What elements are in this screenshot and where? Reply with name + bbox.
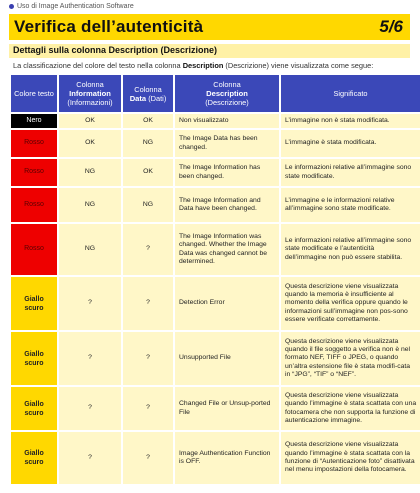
meaning-cell: L’immagine e le informazioni relative all’immagine sono state modificate.	[281, 188, 420, 222]
table-row	[11, 159, 420, 186]
meaning-cell: Le informazioni relative all’immagine sono state modificate e l’autenticità dell’immagine non può essere stabilita.	[281, 224, 420, 275]
page-number: 5/6	[379, 17, 403, 36]
meaning-cell: L’immagine non è stata modificata.	[281, 114, 420, 128]
color-swatch-dark-yellow: Giallo scuro	[11, 387, 57, 430]
description-cell: The Image Information has been changed.	[175, 159, 279, 186]
header-description: Colonna Description (Descrizione)	[175, 75, 279, 112]
info-cell: ?	[59, 277, 121, 330]
info-cell: ?	[59, 432, 121, 484]
intro-bold-term: Description	[182, 61, 224, 70]
description-cell: Detection Error	[175, 277, 279, 330]
color-swatch-red: Rosso	[11, 130, 57, 157]
title-bar	[9, 14, 410, 40]
color-swatch-black: Nero	[11, 114, 57, 128]
table-row	[11, 277, 420, 330]
data-cell: OK	[123, 159, 173, 186]
description-cell: Changed File or Unsup-ported File	[175, 387, 279, 430]
info-cell: OK	[59, 114, 121, 128]
data-cell: NG	[123, 188, 173, 222]
data-cell: ?	[123, 224, 173, 275]
info-cell: OK	[59, 130, 121, 157]
color-swatch-red: Rosso	[11, 159, 57, 186]
table-row	[11, 224, 420, 275]
info-cell: NG	[59, 224, 121, 275]
description-cell: Non visualizzato	[175, 114, 279, 128]
bullet-icon	[9, 4, 14, 9]
meaning-cell: Le informazioni relative all’immagine sono state modificate.	[281, 159, 420, 186]
meaning-cell: Questa descrizione viene visualizzata quando la memoria è insufficiente al momento della verifica oppure quando le informazioni sull’immagine non pos-sono essere verificate correttamente.	[281, 277, 420, 330]
data-cell: ?	[123, 277, 173, 330]
data-cell: ?	[123, 332, 173, 385]
section-heading: Dettagli sulla colonna Description (Descrizione)	[9, 44, 410, 58]
table-header-row	[11, 75, 420, 112]
meaning-cell: Questa descrizione viene visualizzata quando il file soggetto a verifica non è nel formato NEF, TIFF o JPEG, o quando un’altra estensione file è stata modifi-cata in “JPG”, “TIF” o “NEF”.	[281, 332, 420, 385]
table-row	[11, 130, 420, 157]
data-cell: ?	[123, 432, 173, 484]
info-cell: NG	[59, 188, 121, 222]
table-row	[11, 188, 420, 222]
description-table	[9, 73, 420, 486]
meaning-cell: L’immagine è stata modificata.	[281, 130, 420, 157]
header-meaning: Significato	[281, 75, 420, 112]
meaning-cell: Questa descrizione viene visualizzata quando l’immagine è stata scattata con la funzione di “Autenticazione foto” disattivata nel menu impostazioni della fotocamera.	[281, 432, 420, 484]
table-row	[11, 332, 420, 385]
table-row	[11, 114, 420, 128]
color-swatch-dark-yellow: Giallo scuro	[11, 332, 57, 385]
app-label-text: Uso di Image Authentication Software	[17, 3, 134, 10]
header-data: Colonna Data (Dati)	[123, 75, 173, 112]
intro-text: La classificazione del colore del testo nella colonna Description (Descrizione) viene visualizzata come segue:	[13, 61, 374, 70]
data-cell: NG	[123, 130, 173, 157]
app-label	[9, 3, 134, 10]
page-title: Verifica dell’autenticità	[14, 17, 204, 36]
header-information: Colonna Information (Informazioni)	[59, 75, 121, 112]
data-cell: ?	[123, 387, 173, 430]
description-cell: Unsupported File	[175, 332, 279, 385]
data-cell: OK	[123, 114, 173, 128]
description-cell: The Image Data has been changed.	[175, 130, 279, 157]
table-row	[11, 432, 420, 484]
info-cell: NG	[59, 159, 121, 186]
table-row	[11, 387, 420, 430]
color-swatch-dark-yellow: Giallo scuro	[11, 432, 57, 484]
description-cell: The Image Information and Data have been changed.	[175, 188, 279, 222]
description-cell: The Image Information was changed. Whether the Image Data was changed cannot be determined.	[175, 224, 279, 275]
color-swatch-red: Rosso	[11, 188, 57, 222]
color-swatch-dark-yellow: Giallo scuro	[11, 277, 57, 330]
meaning-cell: Questa descrizione viene visualizzata quando l’immagine è stata scattata con una fotocamera che non supporta la funzione di autenticazione immagine.	[281, 387, 420, 430]
info-cell: ?	[59, 387, 121, 430]
info-cell: ?	[59, 332, 121, 385]
description-cell: Image Authentication Function is OFF.	[175, 432, 279, 484]
color-swatch-red: Rosso	[11, 224, 57, 275]
header-color: Colore testo	[11, 75, 57, 112]
